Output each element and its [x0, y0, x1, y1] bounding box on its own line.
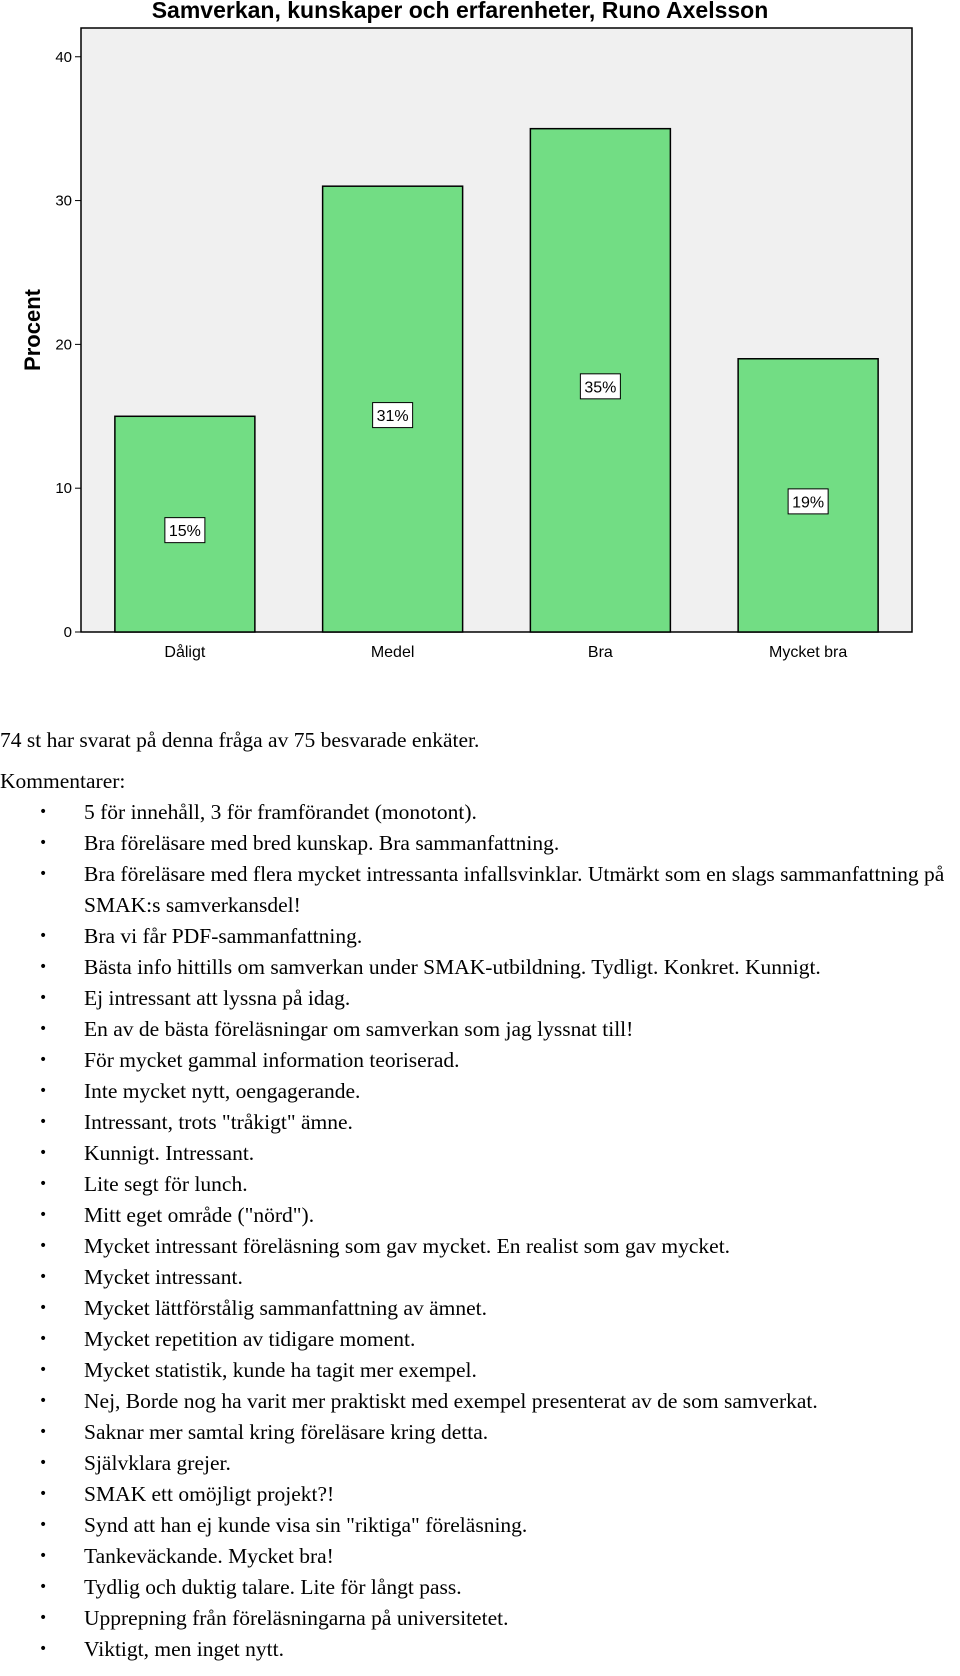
comments-list [0, 797, 960, 1665]
bullet-icon: • [39, 928, 48, 944]
chart-title: Samverkan, kunskaper och erfarenheter, Runo Axelsson [151, 0, 769, 23]
comment-item [0, 1386, 960, 1417]
x-category-label: Bra [587, 644, 613, 661]
comment-item [0, 1634, 960, 1665]
y-tick-label: 20 [55, 336, 72, 354]
bullet-icon: • [39, 1269, 48, 1285]
comment-item [0, 1014, 960, 1045]
comment-item [0, 1510, 960, 1541]
comment-item [0, 1200, 960, 1231]
bullet-icon: • [39, 1300, 48, 1316]
bullet-icon: • [39, 1207, 48, 1223]
comment-item [0, 1572, 960, 1603]
comment-text: Mycket lättförstålig sammanfattning av ämnet. [84, 1296, 488, 1320]
x-category-label: Dåligt [164, 644, 206, 661]
comment-text: Mitt eget område ("nörd"). [84, 1203, 315, 1227]
bullet-icon: • [39, 1145, 48, 1161]
comment-item [0, 797, 960, 828]
comment-text: En av de bästa föreläsningar om samverkan som jag lyssnat till! [84, 1017, 634, 1041]
comment-item [0, 1231, 960, 1262]
comment-text: Tydlig och duktig talare. Lite för långt pass. [84, 1575, 462, 1599]
x-axis [164, 643, 847, 661]
bullet-icon: • [39, 1176, 48, 1192]
y-axis-label: Procent [20, 289, 45, 371]
comment-text: Bra vi får PDF-sammanfattning. [84, 924, 363, 948]
comment-text: Tankeväckande. Mycket bra! [84, 1544, 334, 1568]
bullet-icon: • [39, 1548, 48, 1564]
comment-item [0, 1355, 960, 1386]
comment-item [0, 1541, 960, 1572]
y-axis [55, 49, 81, 641]
comment-item [0, 1262, 960, 1293]
comment-item [0, 1107, 960, 1138]
bullet-icon: • [39, 1455, 48, 1471]
comment-item [0, 1603, 960, 1634]
comment-item [0, 1293, 960, 1324]
bullet-icon: • [39, 1579, 48, 1595]
comment-text: Mycket statistik, kunde ha tagit mer exempel. [84, 1358, 477, 1382]
comment-text: Ej intressant att lyssna på idag. [84, 986, 351, 1010]
comment-item [0, 1479, 960, 1510]
bullet-icon: • [39, 959, 48, 975]
data-label: 19% [792, 494, 825, 512]
comment-text: Inte mycket nytt, oengagerande. [84, 1079, 361, 1103]
comment-text: Saknar mer samtal kring föreläsare kring detta. [84, 1420, 489, 1444]
comment-item [0, 1169, 960, 1200]
y-tick-label: 10 [55, 480, 72, 498]
bullet-icon: • [39, 1114, 48, 1130]
bullet-icon: • [39, 1610, 48, 1626]
data-label: 31% [376, 408, 409, 426]
bullet-icon: • [39, 1486, 48, 1502]
text-section [0, 725, 960, 1665]
comment-text: Lite segt för lunch. [84, 1172, 248, 1196]
comments-heading: Kommentarer: [0, 769, 126, 793]
comment-text: Upprepning från föreläsningarna på universitetet. [84, 1606, 509, 1630]
comment-item [0, 859, 960, 921]
summary-text: 74 st har svarat på denna fråga av 75 besvarade enkäter. [0, 728, 480, 752]
comment-text: Kunnigt. Intressant. [84, 1141, 255, 1165]
bullet-icon: • [39, 1052, 48, 1068]
bullet-icon: • [39, 804, 48, 820]
bullet-icon: • [39, 1083, 48, 1099]
bullet-icon: • [39, 990, 48, 1006]
comment-text: Viktigt, men inget nytt. [84, 1637, 284, 1661]
comment-item [0, 828, 960, 859]
x-category-label: Medel [370, 644, 415, 661]
comment-text: Intressant, trots "tråkigt" ämne. [84, 1110, 353, 1134]
comment-text: Synd att han ej kunde visa sin "riktiga" föreläsning. [84, 1513, 528, 1537]
bullet-icon: • [39, 866, 48, 882]
bullet-icon: • [39, 1238, 48, 1254]
comment-item [0, 1448, 960, 1479]
bullet-icon: • [39, 1331, 48, 1347]
comment-item [0, 1138, 960, 1169]
comment-text: 5 för innehåll, 3 för framförandet (monotont). [84, 800, 477, 824]
bullet-icon: • [39, 1393, 48, 1409]
comment-item [0, 1045, 960, 1076]
bullet-icon: • [39, 835, 48, 851]
bullet-icon: • [39, 1362, 48, 1378]
comment-text: Bra föreläsare med flera mycket intressanta infallsvinklar. Utmärkt som en slags sammanfattning på SMAK:s samverkansdel! [84, 862, 945, 917]
comment-item [0, 983, 960, 1014]
comment-text: Bästa info hittills om samverkan under SMAK-utbildning. Tydligt. Konkret. Kunnigt. [84, 955, 821, 979]
comment-item [0, 1076, 960, 1107]
y-tick-label: 40 [55, 48, 72, 66]
x-category-label: Mycket bra [769, 644, 848, 661]
comment-item [0, 921, 960, 952]
comment-item [0, 1417, 960, 1448]
bar-chart [0, 0, 960, 690]
comment-text: Mycket intressant föreläsning som gav mycket. En realist som gav mycket. [84, 1234, 731, 1258]
bullet-icon: • [39, 1021, 48, 1037]
y-tick-label: 0 [63, 624, 72, 641]
comment-text: Självklara grejer. [84, 1451, 231, 1475]
comment-item [0, 952, 960, 983]
comment-text: Nej, Borde nog ha varit mer praktiskt med exempel presenterat av de som samverkat. [84, 1389, 818, 1413]
data-label: 35% [584, 379, 617, 397]
comment-text: Mycket repetition av tidigare moment. [84, 1327, 416, 1351]
comment-text: För mycket gammal information teoriserad. [84, 1048, 460, 1072]
bullet-icon: • [39, 1517, 48, 1533]
y-tick-label: 30 [55, 192, 72, 210]
data-label: 15% [168, 523, 201, 541]
bullet-icon: • [39, 1424, 48, 1440]
comment-text: SMAK ett omöjligt projekt?! [84, 1482, 335, 1506]
comment-item [0, 1324, 960, 1355]
bullet-icon: • [39, 1641, 48, 1657]
comment-text: Mycket intressant. [84, 1265, 243, 1289]
comment-text: Bra föreläsare med bred kunskap. Bra sammanfattning. [84, 831, 560, 855]
